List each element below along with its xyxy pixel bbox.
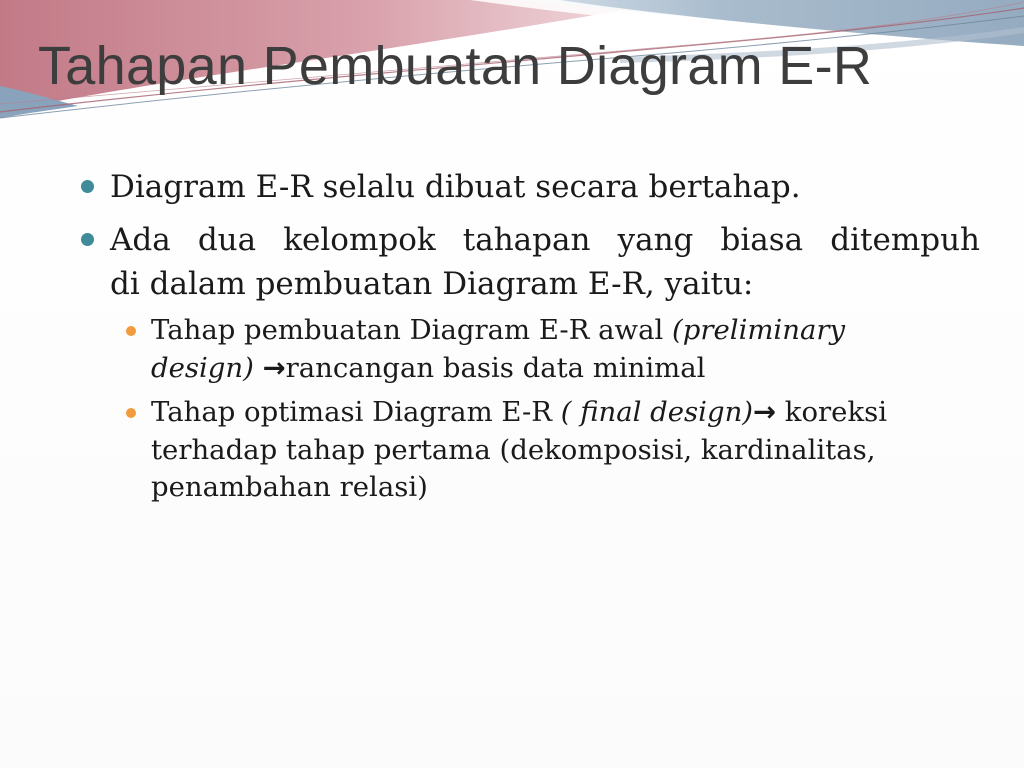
bullet-marker [81, 180, 94, 193]
slide-title: Tahapan Pembuatan Diagram E-R [38, 36, 873, 96]
bullet-marker [81, 233, 94, 246]
bullet-text: Ada dua kelompok tahapan yang biasa ditempuh [110, 222, 980, 258]
sub-bullet-line: penambahan relasi) [151, 471, 428, 503]
right-arrow-icon: → [262, 351, 286, 384]
sub-bullet-line [151, 312, 991, 350]
sub-bullet-item [151, 312, 991, 387]
sub-bullet-italic-term: (preliminary [672, 314, 846, 346]
right-arrow-icon: → [753, 396, 777, 428]
bullet-item [110, 165, 980, 209]
sub-bullet-text: Tahap optimasi Diagram E-R [151, 396, 561, 428]
sub-bullet-line: terhadap tahap pertama (dekomposisi, kardinalitas, [151, 433, 876, 466]
sub-bullet-line [151, 394, 991, 432]
sub-bullet-line [151, 350, 991, 388]
sub-bullet-marker [126, 408, 136, 418]
bullet-item [110, 218, 980, 306]
sub-bullet-marker [126, 326, 136, 336]
bullet-text: di dalam pembuatan Diagram E-R, yaitu: [110, 266, 754, 302]
sub-bullet-italic-term: ( final design) [560, 396, 754, 428]
sub-bullet-text: rancangan basis data minimal [285, 351, 706, 384]
sub-bullet-item [151, 394, 991, 507]
sub-bullet-text: Tahap pembuatan Diagram E-R awal [151, 314, 673, 346]
bullet-text: Diagram E-R selalu dibuat secara bertahap. [110, 169, 801, 205]
sub-bullet-text: koreksi [776, 396, 888, 428]
sub-bullet-italic-term: design) [151, 351, 254, 384]
